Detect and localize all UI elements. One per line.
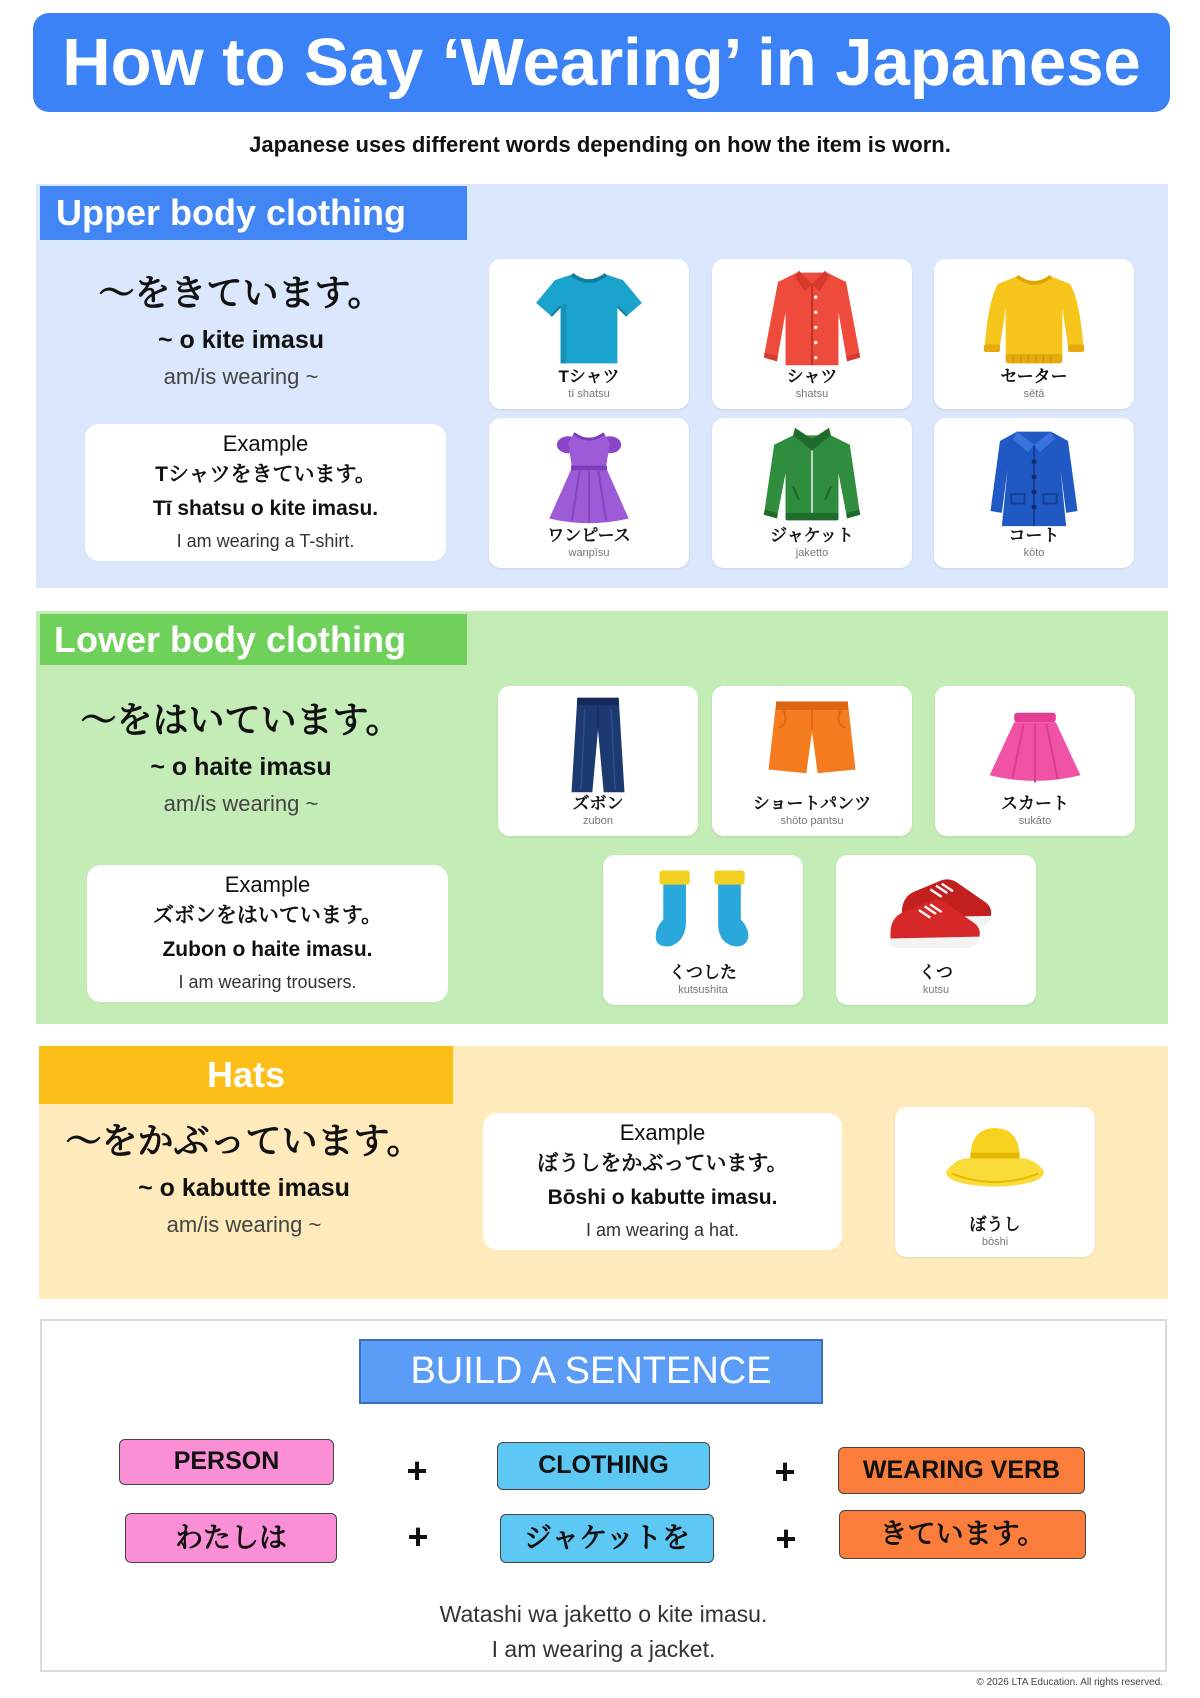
clothing-card-trousers: [498, 686, 698, 836]
verb-block: [49, 1120, 439, 1239]
example-english: I am wearing a hat.: [585, 1220, 740, 1240]
plus-sign: +: [774, 1451, 796, 1492]
section-heading: Hats: [39, 1046, 453, 1104]
upper-body-section: [36, 184, 1168, 588]
example-romaji: Tī shatsu o kite imasu.: [152, 497, 379, 520]
verb-kana: 〜をかぶっています。: [65, 1120, 423, 1161]
clothing-card-t-shirt: [489, 259, 689, 409]
person-example: わたしは: [125, 1513, 337, 1563]
example-romaji: Zubon o haite imasu.: [162, 938, 373, 961]
item-kana: ショートパンツ: [752, 794, 872, 813]
item-romaji: sukāto: [1018, 815, 1052, 827]
verb-meaning: am/is wearing ~: [163, 364, 319, 389]
example-label: Example: [224, 872, 311, 897]
item-kana: くつ: [919, 963, 953, 982]
example-japanese: Tシャツをきています。: [155, 463, 376, 486]
clothing-example: ジャケットを: [500, 1514, 714, 1563]
shorts-icon: [755, 692, 869, 796]
item-romaji: kutsushita: [678, 984, 728, 996]
verb-meaning: am/is wearing ~: [166, 1212, 322, 1237]
item-romaji: zubon: [583, 815, 613, 827]
item-kana: シャツ: [786, 367, 838, 386]
example-english: I am wearing trousers.: [178, 972, 357, 992]
clothing-card-jacket: [712, 418, 912, 568]
person-label: PERSON: [119, 1439, 334, 1485]
verb-example: きています。: [839, 1510, 1086, 1559]
example-romaji: Bōshi o kabutte imasu.: [547, 1186, 778, 1209]
item-romaji: sētā: [1023, 388, 1045, 400]
clothing-card-sweater: [934, 259, 1134, 409]
skirt-icon: [978, 692, 1092, 796]
verb-romaji: ~ o kabutte imasu: [138, 1174, 350, 1202]
verb-block: [46, 699, 436, 818]
example-label: Example: [619, 1120, 706, 1145]
item-kana: ワンピース: [547, 526, 631, 545]
page-subtitle: Japanese uses different words depending on how the item is worn.: [249, 132, 951, 157]
clothing-card-coat: [934, 418, 1134, 568]
item-romaji: tī shatsu: [568, 388, 610, 400]
verb-kana: 〜をはいています。: [80, 699, 402, 740]
example-box: [87, 865, 448, 1002]
verb-block: [46, 272, 436, 391]
item-kana: スカート: [1001, 794, 1069, 813]
plus-sign: +: [407, 1516, 429, 1557]
clothing-label: CLOTHING: [497, 1442, 710, 1490]
section-heading: Upper body clothing: [40, 186, 467, 240]
t-shirt-icon: [532, 265, 646, 369]
build-heading: BUILD A SENTENCE: [359, 1339, 823, 1404]
shirt-icon: [755, 265, 869, 369]
bucket-hat-icon: [938, 1113, 1052, 1217]
item-kana: くつした: [669, 963, 737, 982]
item-kana: ズボン: [572, 794, 624, 813]
clothing-card-shirt: [712, 259, 912, 409]
clothing-card-dress: [489, 418, 689, 568]
example-japanese: ズボンをはいています。: [152, 904, 383, 927]
clothing-card-hat: [895, 1107, 1095, 1257]
example-box: [85, 424, 446, 561]
plus-sign: +: [406, 1450, 428, 1491]
item-kana: ぼうし: [969, 1215, 1021, 1234]
dress-icon: [532, 424, 646, 528]
socks-icon: [646, 861, 760, 965]
item-kana: セーター: [1000, 367, 1068, 386]
page-title: How to Say ‘Wearing’ in Japanese: [33, 13, 1170, 112]
sentence-english: I am wearing a jacket.: [491, 1636, 716, 1662]
example-japanese: ぼうしをかぶっています。: [537, 1152, 788, 1175]
plus-sign: +: [775, 1518, 797, 1559]
shoes-icon: [879, 861, 993, 965]
verb-kana: 〜をきています。: [98, 272, 384, 313]
item-kana: ジャケット: [770, 526, 854, 545]
item-romaji: shatsu: [795, 388, 829, 400]
trousers-icon: [541, 692, 655, 796]
example-box: [483, 1113, 842, 1250]
hats-section: [39, 1046, 1168, 1299]
coat-icon: [977, 424, 1091, 528]
item-romaji: shōto pantsu: [780, 815, 844, 827]
verb-romaji: ~ o kite imasu: [157, 326, 325, 354]
lower-body-section: [36, 611, 1168, 1024]
item-romaji: wanpīsu: [568, 547, 610, 559]
sweater-icon: [977, 265, 1091, 369]
example-english: I am wearing a T-shirt.: [176, 531, 355, 551]
item-kana: コート: [1008, 526, 1060, 545]
copyright-notice: © 2026 LTA Education. All rights reserved.: [976, 1677, 1163, 1688]
item-kana: Tシャツ: [558, 367, 620, 386]
verb-romaji: ~ o haite imasu: [150, 753, 332, 781]
build-sentence-panel: [40, 1319, 1167, 1672]
clothing-card-socks: [603, 855, 803, 1005]
verb-meaning: am/is wearing ~: [163, 791, 319, 816]
sentence-romaji: Watashi wa jaketto o kite imasu.: [439, 1601, 768, 1627]
item-romaji: jaketto: [795, 547, 829, 559]
item-romaji: kutsu: [922, 984, 950, 996]
clothing-card-shoes: [836, 855, 1036, 1005]
clothing-card-skirt: [935, 686, 1135, 836]
jacket-icon: [755, 424, 869, 528]
example-label: Example: [222, 431, 309, 456]
item-romaji: kōto: [1023, 547, 1045, 559]
wearing-verb-label: WEARING VERB: [838, 1447, 1085, 1494]
section-heading: Lower body clothing: [40, 614, 467, 665]
clothing-card-shorts: [712, 686, 912, 836]
item-romaji: bōshi: [981, 1236, 1009, 1248]
